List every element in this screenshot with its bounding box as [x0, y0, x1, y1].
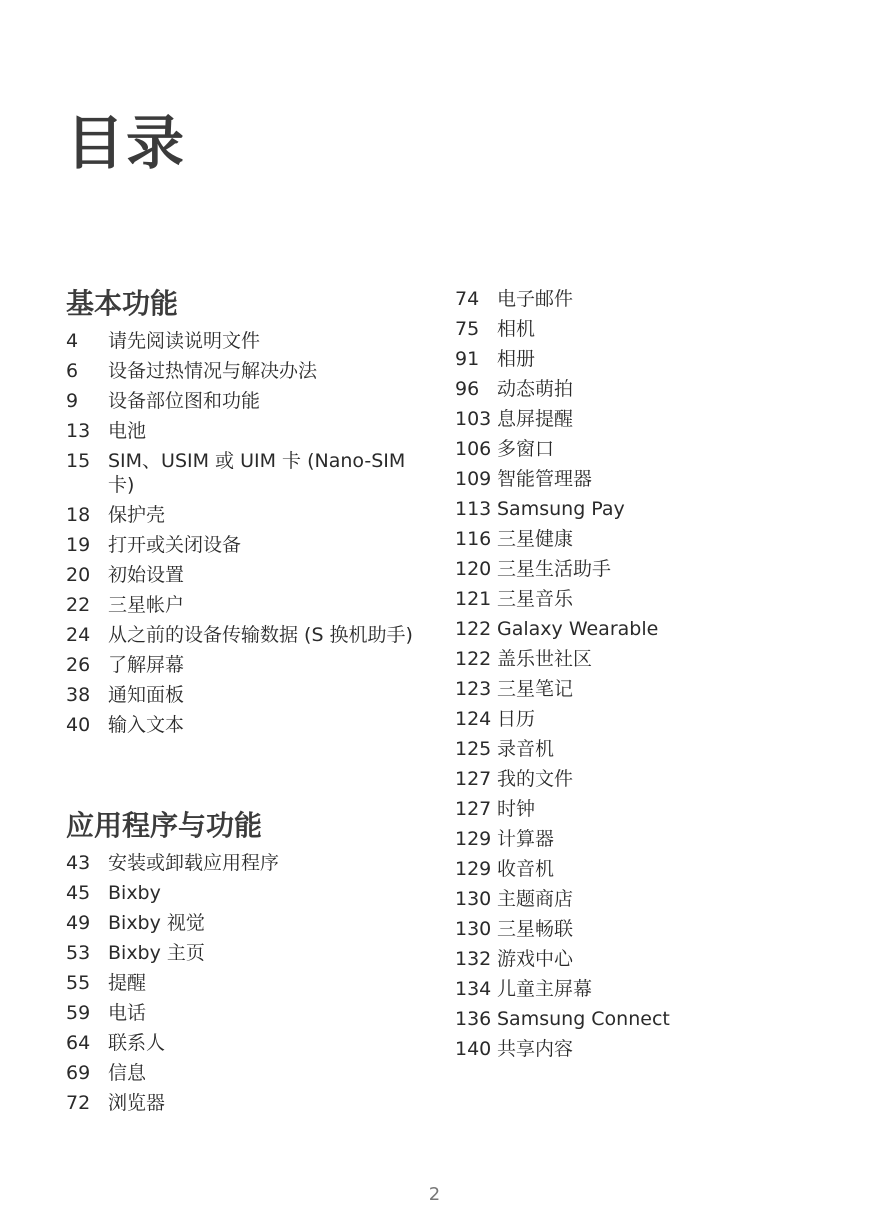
- toc-entry-title: Bixby: [108, 882, 161, 904]
- toc-page-number: 123: [455, 678, 492, 700]
- toc-entry-title: 三星音乐: [497, 588, 574, 610]
- toc-page-number: 121: [455, 588, 492, 610]
- toc-page-number: 49: [66, 912, 91, 934]
- toc-entry-title: 打开或关闭设备: [108, 534, 242, 556]
- toc-page-number: 18: [66, 504, 91, 526]
- toc-entry-title: 主题商店: [497, 888, 574, 910]
- toc-entry[interactable]: [455, 344, 835, 374]
- toc-entry[interactable]: [455, 974, 835, 1004]
- toc-entry[interactable]: [455, 644, 835, 674]
- toc-entry-title: 计算器: [497, 828, 555, 850]
- toc-section-basic-features: [66, 282, 416, 740]
- toc-entry-title: 智能管理器: [497, 468, 593, 490]
- toc-entry-title: 初始设置: [108, 564, 185, 586]
- toc-entry-title: 了解屏幕: [108, 654, 185, 676]
- toc-entry-title: 多窗口: [497, 438, 555, 460]
- toc-entry-title: 儿童主屏幕: [497, 978, 593, 1000]
- toc-entry-title: 从之前的设备传输数据 (S 换机助手): [108, 624, 413, 646]
- toc-entry-title: 相册: [497, 348, 536, 370]
- toc-entry[interactable]: [66, 326, 416, 356]
- toc-entry[interactable]: [455, 554, 835, 584]
- toc-entry-title: SIM、USIM 或 UIM 卡 (Nano-SIM 卡): [108, 450, 406, 496]
- toc-entry[interactable]: [66, 848, 416, 878]
- toc-entry[interactable]: [66, 620, 416, 650]
- toc-page-number: 124: [455, 708, 492, 730]
- toc-entry[interactable]: [66, 386, 416, 416]
- toc-entry-title: 时钟: [497, 798, 536, 820]
- toc-page-number: 38: [66, 684, 91, 706]
- toc-entry[interactable]: [455, 614, 835, 644]
- toc-entry[interactable]: [66, 878, 416, 908]
- toc-entry-title: 动态萌拍: [497, 378, 574, 400]
- toc-page-number: 125: [455, 738, 492, 760]
- section-spacer: [66, 740, 416, 804]
- toc-entry[interactable]: [66, 710, 416, 740]
- toc-entry[interactable]: [455, 764, 835, 794]
- toc-entry-title: 输入文本: [108, 714, 185, 736]
- toc-page-number: 45: [66, 882, 91, 904]
- toc-right-column: [455, 284, 835, 1064]
- toc-entry-title: 浏览器: [108, 1092, 166, 1114]
- toc-entry[interactable]: [66, 938, 416, 968]
- toc-page-number: 109: [455, 468, 492, 490]
- page-number: 2: [428, 1184, 441, 1205]
- toc-page-number: 40: [66, 714, 91, 736]
- toc-entry[interactable]: [455, 674, 835, 704]
- toc-entry[interactable]: [455, 494, 835, 524]
- toc-page-number: 130: [455, 888, 492, 910]
- toc-entry-title: 三星健康: [497, 528, 574, 550]
- toc-entry-title: Bixby 主页: [108, 942, 205, 964]
- toc-entry[interactable]: [66, 500, 416, 530]
- toc-page-number: 140: [455, 1038, 492, 1060]
- toc-page-number: 22: [66, 594, 91, 616]
- toc-entry-title: Galaxy Wearable: [497, 618, 659, 640]
- toc-page-number: 55: [66, 972, 91, 994]
- toc-entry-title: Samsung Pay: [497, 498, 625, 520]
- toc-entry-title: 设备部位图和功能: [108, 390, 261, 412]
- toc-entry[interactable]: [455, 374, 835, 404]
- toc-page-number: 75: [455, 318, 480, 340]
- toc-entry-title: 我的文件: [497, 768, 574, 790]
- toc-entry[interactable]: [455, 824, 835, 854]
- toc-entry-title: 联系人: [108, 1032, 166, 1054]
- toc-page-number: 9: [66, 390, 79, 412]
- toc-page-number: 106: [455, 438, 492, 460]
- toc-entry[interactable]: [455, 404, 835, 434]
- toc-entry[interactable]: [455, 1004, 835, 1034]
- toc-entry[interactable]: [66, 1058, 416, 1088]
- toc-page-number: 129: [455, 828, 492, 850]
- toc-entry-title: Samsung Connect: [497, 1008, 670, 1030]
- toc-entry[interactable]: [455, 1034, 835, 1064]
- section-heading: 基本功能: [66, 287, 179, 320]
- toc-entry-title: 三星帐户: [108, 594, 185, 616]
- toc-entry-title: 三星畅联: [497, 918, 574, 940]
- toc-list: [66, 326, 416, 740]
- toc-entry[interactable]: [455, 914, 835, 944]
- toc-entry[interactable]: [66, 908, 416, 938]
- toc-page-number: 96: [455, 378, 480, 400]
- page-title: 目录: [66, 109, 187, 177]
- toc-entry[interactable]: [455, 584, 835, 614]
- toc-page-number: 72: [66, 1092, 91, 1114]
- toc-page-number: 69: [66, 1062, 91, 1084]
- toc-entry-title: Bixby 视觉: [108, 912, 205, 934]
- toc-entry-title: 信息: [108, 1062, 147, 1084]
- toc-entry-title: 安装或卸载应用程序: [108, 852, 280, 874]
- toc-page-number: 127: [455, 798, 492, 820]
- toc-entry[interactable]: [66, 650, 416, 680]
- toc-page-number: 19: [66, 534, 91, 556]
- toc-page-number: 122: [455, 618, 492, 640]
- toc-entry[interactable]: [455, 284, 835, 314]
- toc-page-number: 127: [455, 768, 492, 790]
- toc-entry-title: 请先阅读说明文件: [108, 330, 261, 352]
- toc-page-number: 113: [455, 498, 492, 520]
- toc-entry[interactable]: [66, 1028, 416, 1058]
- toc-entry[interactable]: [455, 884, 835, 914]
- toc-page-number: 20: [66, 564, 91, 586]
- toc-entry-title: 日历: [497, 708, 536, 730]
- toc-entry[interactable]: [66, 998, 416, 1028]
- toc-entry[interactable]: [66, 416, 416, 446]
- toc-entry[interactable]: [66, 356, 416, 386]
- toc-entry[interactable]: [455, 794, 835, 824]
- toc-entry-title: 电话: [108, 1002, 147, 1024]
- toc-page-number: 103: [455, 408, 492, 430]
- toc-list: [455, 284, 835, 1064]
- toc-entry-title: 保护壳: [108, 504, 166, 526]
- toc-page-number: 129: [455, 858, 492, 880]
- toc-page-number: 122: [455, 648, 492, 670]
- toc-entry-title: 三星笔记: [497, 678, 574, 700]
- toc-entry-title: 收音机: [497, 858, 555, 880]
- toc-entry[interactable]: [455, 524, 835, 554]
- toc-entry-title: 息屏提醒: [497, 408, 574, 430]
- toc-entry[interactable]: [455, 434, 835, 464]
- toc-page-number: 134: [455, 978, 492, 1000]
- toc-entry[interactable]: [455, 944, 835, 974]
- toc-entry-title: 盖乐世社区: [497, 648, 593, 670]
- toc-entry[interactable]: [66, 590, 416, 620]
- toc-entry[interactable]: [66, 1088, 416, 1118]
- toc-entry[interactable]: [66, 560, 416, 590]
- toc-page-number: 64: [66, 1032, 91, 1054]
- toc-entry-title: 共享内容: [497, 1038, 574, 1060]
- toc-page-number: 4: [66, 330, 79, 352]
- toc-entry[interactable]: [455, 704, 835, 734]
- toc-entry[interactable]: [455, 464, 835, 494]
- toc-entry-title: 电子邮件: [497, 288, 574, 310]
- toc-entry-title: 三星生活助手: [497, 558, 612, 580]
- toc-page-number: 59: [66, 1002, 91, 1024]
- toc-page-number: 53: [66, 942, 91, 964]
- toc-entry-title: 通知面板: [108, 684, 185, 706]
- toc-entry[interactable]: [455, 314, 835, 344]
- toc-list: [66, 848, 416, 1118]
- toc-entry[interactable]: [455, 734, 835, 764]
- toc-entry[interactable]: [66, 446, 416, 500]
- toc-page-number: 26: [66, 654, 91, 676]
- toc-page-number: 15: [66, 450, 91, 472]
- toc-left-column: [66, 282, 416, 1118]
- toc-page-number: 132: [455, 948, 492, 970]
- toc-entry[interactable]: [66, 530, 416, 560]
- toc-page-number: 74: [455, 288, 480, 310]
- toc-entry-title: 录音机: [497, 738, 555, 760]
- toc-entry-title: 提醒: [108, 972, 147, 994]
- toc-page-number: 43: [66, 852, 91, 874]
- toc-entry-title: 设备过热情况与解决办法: [108, 360, 318, 382]
- toc-entry-title: 相机: [497, 318, 536, 340]
- toc-page-number: 136: [455, 1008, 492, 1030]
- toc-page-number: 24: [66, 624, 91, 646]
- toc-entry[interactable]: [455, 854, 835, 884]
- toc-page-number: 130: [455, 918, 492, 940]
- toc-page-number: 91: [455, 348, 480, 370]
- toc-section-apps-and-features: [66, 804, 416, 1118]
- toc-entry-title: 电池: [108, 420, 147, 442]
- toc-page-number: 116: [455, 528, 492, 550]
- section-heading: 应用程序与功能: [66, 809, 263, 842]
- toc-page-number: 120: [455, 558, 492, 580]
- toc-page-number: 6: [66, 360, 79, 382]
- toc-entry-title: 游戏中心: [497, 948, 574, 970]
- toc-entry[interactable]: [66, 680, 416, 710]
- toc-page-number: 13: [66, 420, 91, 442]
- toc-entry[interactable]: [66, 968, 416, 998]
